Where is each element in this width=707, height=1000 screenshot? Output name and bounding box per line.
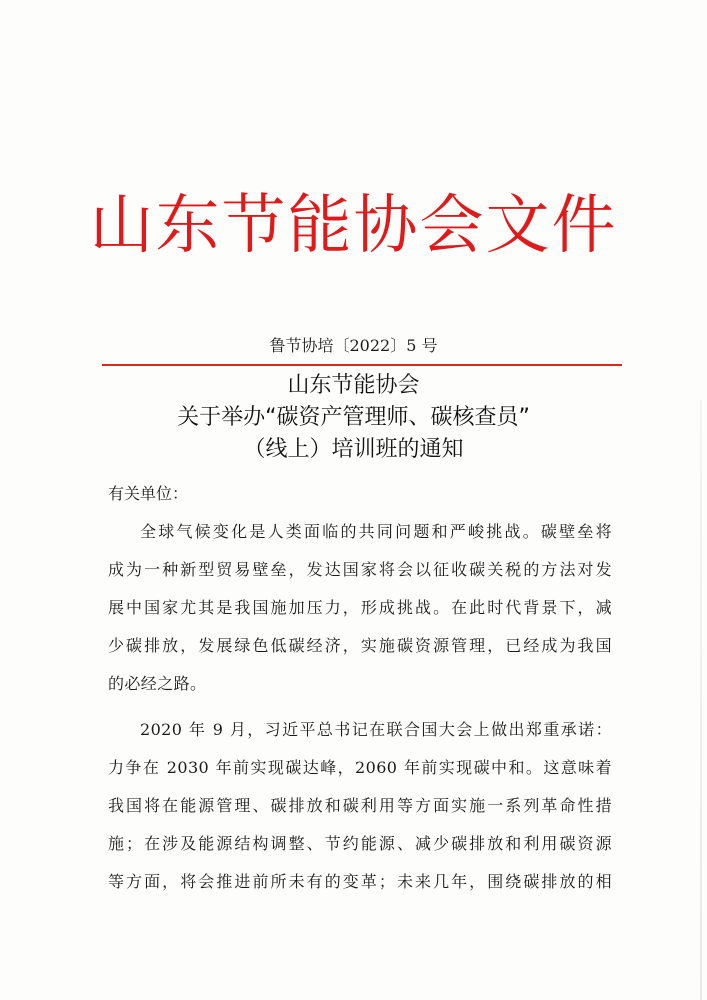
paragraph: [108, 711, 612, 901]
body-text: [108, 513, 612, 901]
paragraph: [108, 513, 612, 703]
notice-title-line: 关于举办“碳资产管理师、碳核查员”: [177, 405, 530, 430]
notice-title-line: （线上）培训班的通知: [243, 437, 464, 462]
paragraph-gap: [108, 703, 612, 711]
notice-title-line: 山东节能协会: [287, 373, 420, 398]
paragraph-line: 少碳排放，发展绿色低碳经济，实施碳资源管理，已经成为我国: [108, 636, 612, 655]
paragraph-line: 展中国家尤其是我国施加压力，形成挑战。在此时代背景下，减: [108, 598, 612, 617]
salutation: 有关单位：: [108, 484, 189, 503]
notice-title: [0, 370, 707, 466]
paragraph-line: 全球气候变化是人类面临的共同问题和严峻挑战。碳壁垒将: [140, 522, 612, 541]
paragraph-line: 成为一种新型贸易壁垒，发达国家将会以征收碳关税的方法对发: [108, 560, 612, 579]
red-separator-rule: [102, 364, 622, 366]
document-number: 鲁节协培〔2022〕5 号: [269, 336, 438, 355]
paragraph-line: 我国将在能源管理、碳排放和碳利用等方面实施一系列革命性措: [108, 796, 612, 815]
paragraph-line: 力争在 2030 年前实现碳达峰，2060 年前实现碳中和。这意味着: [108, 758, 612, 777]
scan-edge-shadow: [700, 400, 702, 1000]
paragraph-line: 等方面，将会推进前所未有的变革；未来几年，围绕碳排放的相: [108, 872, 612, 891]
paragraph-line: 的必经之路。: [108, 674, 207, 693]
org-header-title: 山东节能协会文件: [89, 189, 618, 263]
paragraph-line: 施；在涉及能源结构调整、节约能源、减少碳排放和利用碳资源: [108, 834, 612, 853]
paragraph-line: 2020 年 9 月，习近平总书记在联合国大会上做出郑重承诺：: [140, 720, 612, 739]
